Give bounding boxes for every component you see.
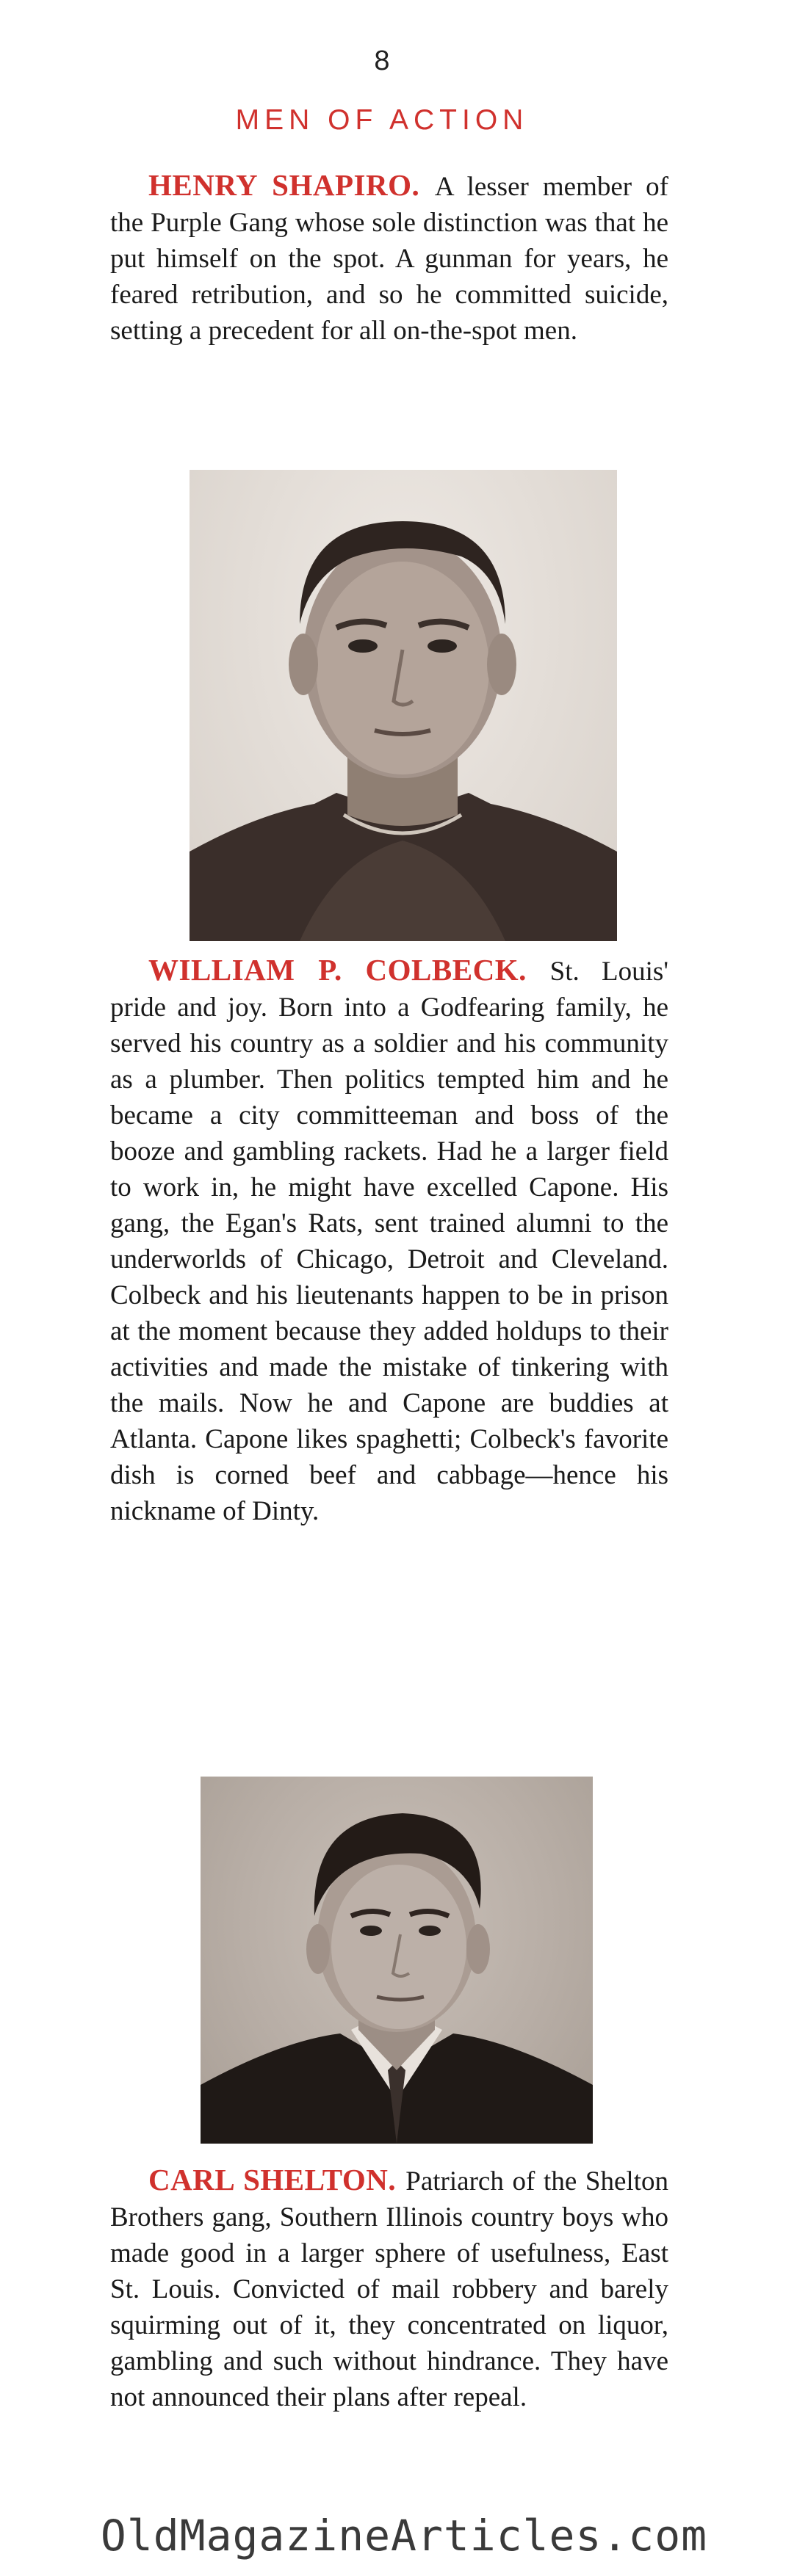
page-number: 8 [374, 46, 390, 76]
portrait-photo-colbeck [190, 470, 617, 941]
entry-carl-shelton [110, 2162, 668, 2415]
portrait-photo-shelton [201, 1777, 593, 2144]
entry-henry-shapiro [110, 167, 668, 349]
entry-name: CARL SHELTON. [148, 2163, 406, 2196]
entry-text: Patriarch of the Shelton Brothers gang, Southern Illinois country boys who made good in a larger sphere of usefulness, East St. Louis. Convicted of mail robbery and barely squirming out of it, they concentrated on liquor, gambling and such without hindrance. They have not announced their plans after repeal. [110, 2166, 668, 2412]
entry-text: A lesser member of the Purple Gang whose sole distinction was that he put himself on the spot. A gunman for years, he feared retribution, and so he committed suicide, setting a precedent for all on-the-spot men. [110, 172, 668, 346]
site-watermark: OldMagazineArticles.com [100, 2511, 708, 2561]
entry-william-p-colbeck [110, 952, 668, 1529]
entry-name: HENRY SHAPIRO. [148, 168, 435, 202]
entry-name: WILLIAM P. COLBECK. [148, 953, 550, 987]
section-title: MEN OF ACTION [235, 104, 529, 136]
entry-text: St. Louis' pride and joy. Born into a Godfearing family, he served his country as a soldier and his community as a plumber. Then politics tempted him and he became a city committeeman and boss of the booze and gambling rackets. Had he a larger field to work in, he might have excelled Capone. His gang, the Egan's Rats, sent trained alumni to the underworlds of Chicago, Detroit and Cleveland. Colbeck and his lieutenants happen to be in prison at the moment because they added holdups to their activities and made the mistake of tinkering with the mails. Now he and Capone are buddies at Atlanta. Capone likes spaghetti; Colbeck's favorite dish is corned beef and cabbage—hence his nickname of Dinty. [110, 957, 668, 1526]
